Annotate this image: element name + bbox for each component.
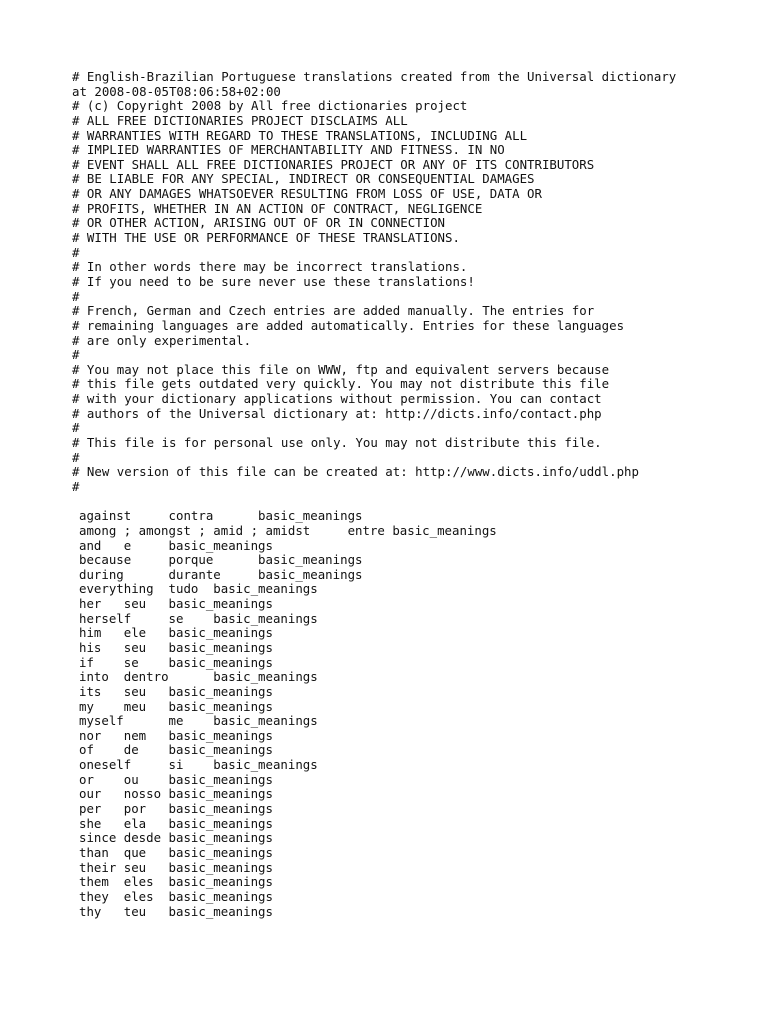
entry-line: everything tudo basic_meanings [79, 581, 318, 597]
entry-line: or ou basic_meanings [79, 771, 273, 787]
entry-line: she ela basic_meanings [79, 815, 273, 831]
header-line: # [72, 420, 80, 436]
header-line: # English-Brazilian Portuguese translations created from the Universal dictionary [72, 69, 677, 84]
header-line: # are only experimental. [72, 332, 252, 348]
header-line: # [72, 244, 80, 260]
entry-line: because porque basic_meanings [79, 552, 363, 568]
header-line: # New version of this file can be created at: http://www.dicts.info/uddl.php [72, 464, 639, 480]
entry-line: our nosso basic_meanings [79, 786, 273, 802]
entry-line: him ele basic_meanings [79, 625, 273, 641]
header-line: # ALL FREE DICTIONARIES PROJECT DISCLAIMS ALL [72, 112, 408, 128]
header-line: # remaining languages are added automatically. Entries for these languages [72, 317, 625, 333]
entry-line: oneself si basic_meanings [79, 757, 318, 773]
entry-line: and e basic_meanings [79, 537, 273, 553]
entry-line: them eles basic_meanings [79, 874, 273, 890]
entry-line: per por basic_meanings [79, 801, 273, 817]
header-line: # WITH THE USE OR PERFORMANCE OF THESE TRANSLATIONS. [72, 230, 460, 246]
entry-line: if se basic_meanings [79, 654, 273, 670]
entry-line: against contra basic_meanings [79, 508, 363, 524]
header-line: # IMPLIED WARRANTIES OF MERCHANTABILITY AND FITNESS. IN NO [72, 142, 505, 158]
header-line: # If you need to be sure never use these translations! [72, 273, 475, 289]
entry-line: myself me basic_meanings [79, 713, 318, 729]
license-header [72, 70, 712, 495]
entry-line: her seu basic_meanings [79, 596, 273, 612]
entry-line: of de basic_meanings [79, 742, 273, 758]
header-line: # In other words there may be incorrect translations. [72, 259, 468, 275]
header-line: # EVENT SHALL ALL FREE DICTIONARIES PROJECT OR ANY OF ITS CONTRIBUTORS [72, 156, 595, 172]
header-line: # BE LIABLE FOR ANY SPECIAL, INDIRECT OR CONSEQUENTIAL DAMAGES [72, 171, 535, 187]
entry-line: than que basic_meanings [79, 844, 273, 860]
document-page [72, 70, 712, 919]
header-line: # French, German and Czech entries are added manually. The entries for [72, 303, 595, 319]
entry-line: they eles basic_meanings [79, 888, 273, 904]
header-line: # OR OTHER ACTION, ARISING OUT OF OR IN CONNECTION [72, 215, 445, 231]
entry-line: herself se basic_meanings [79, 610, 318, 626]
header-line: # OR ANY DAMAGES WHATSOEVER RESULTING FROM LOSS OF USE, DATA OR [72, 186, 542, 202]
entry-line: his seu basic_meanings [79, 639, 273, 655]
entry-line: its seu basic_meanings [79, 683, 273, 699]
header-line: # WARRANTIES WITH REGARD TO THESE TRANSLATIONS, INCLUDING ALL [72, 127, 528, 143]
header-line: # [72, 449, 80, 465]
entry-line: their seu basic_meanings [79, 859, 273, 875]
header-line: # (c) Copyright 2008 by All free dictionaries project [72, 98, 468, 114]
header-line: # This file is for personal use only. You may not distribute this file. [72, 435, 602, 451]
header-line: # [72, 347, 80, 363]
entry-line: during durante basic_meanings [79, 566, 363, 582]
header-line: # authors of the Universal dictionary at: http://dicts.info/contact.php [72, 405, 602, 421]
entry-line: thy teu basic_meanings [79, 903, 273, 919]
header-line: # [72, 288, 80, 304]
entry-line: my meu basic_meanings [79, 698, 273, 714]
entry-line: nor nem basic_meanings [79, 727, 273, 743]
header-line: # You may not place this file on WWW, ftp and equivalent servers because [72, 361, 610, 377]
header-line: # [72, 478, 80, 494]
header-line: at 2008-08-05T08:06:58+02:00 [72, 83, 281, 99]
entry-line: into dentro basic_meanings [79, 669, 318, 685]
entry-line: since desde basic_meanings [79, 830, 273, 846]
header-line: # with your dictionary applications without permission. You can contact [72, 391, 602, 407]
entry-line: among ; amongst ; amid ; amidst entre basic_meanings [79, 522, 497, 538]
dictionary-entries [72, 509, 712, 919]
header-line: # PROFITS, WHETHER IN AN ACTION OF CONTRACT, NEGLIGENCE [72, 200, 483, 216]
header-line: # this file gets outdated very quickly. You may not distribute this file [72, 376, 610, 392]
